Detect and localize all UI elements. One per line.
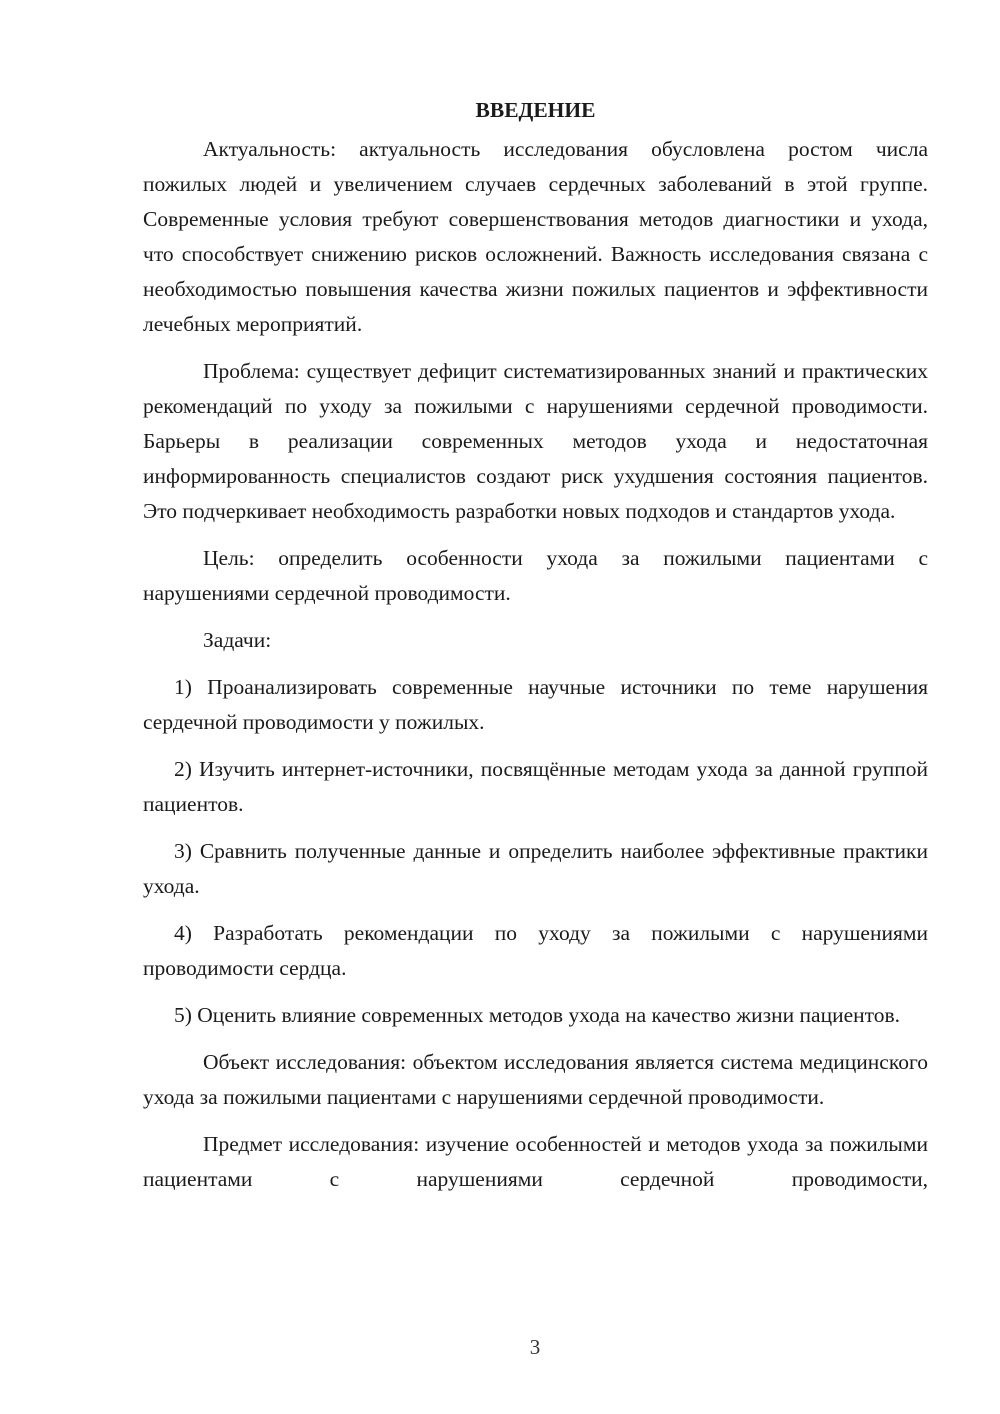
task-item: 3) Сравнить полученные данные и определить наиболее эффективные практики ухода. (143, 839, 928, 898)
tasks-label: Задачи: (203, 628, 272, 652)
object-paragraph: Объект исследования: объектом исследования является система медицинского ухода за пожилыми пациентами с нарушениями сердечной проводимости. (143, 1050, 928, 1109)
task-item: 1) Проанализировать современные научные источники по теме нарушения сердечной проводимости у пожилых. (143, 675, 928, 734)
subject-paragraph: Предмет исследования: изучение особенностей и методов ухода за пожилыми пациентами с нарушениями сердечной проводимости, (143, 1132, 928, 1191)
page-content (143, 93, 928, 1197)
task-item: 5) Оценить влияние современных методов ухода на качество жизни пациентов. (174, 1003, 901, 1027)
page-number: 3 (529, 1335, 541, 1359)
task-item: 2) Изучить интернет-источники, посвящённые методам ухода за данной группой пациентов. (143, 757, 928, 816)
relevance-paragraph: Актуальность: актуальность исследования обусловлена ростом числа пожилых людей и увеличением случаев сердечных заболеваний в этой группе. Современные условия требуют совершенствования методов диагностики и ухода, что способствует снижению рисков осложнений. Важность исследования связана с необходимостью повышения качества жизни пожилых пациентов и эффективности лечебных мероприятий. (143, 137, 928, 336)
section-heading: ВВЕДЕНИЕ (475, 98, 596, 122)
task-item: 4) Разработать рекомендации по уходу за пожилыми с нарушениями проводимости сердца. (143, 921, 928, 980)
goal-paragraph: Цель: определить особенности ухода за пожилыми пациентами с нарушениями сердечной проводимости. (143, 546, 928, 605)
problem-paragraph: Проблема: существует дефицит систематизированных знаний и практических рекомендаций по уходу за пожилыми с нарушениями сердечной проводимости. Барьеры в реализации современных методов ухода и недостаточная информированность специалистов создают риск ухудшения состояния пациентов. Это подчеркивает необходимость разработки новых подходов и стандартов ухода. (143, 359, 928, 523)
